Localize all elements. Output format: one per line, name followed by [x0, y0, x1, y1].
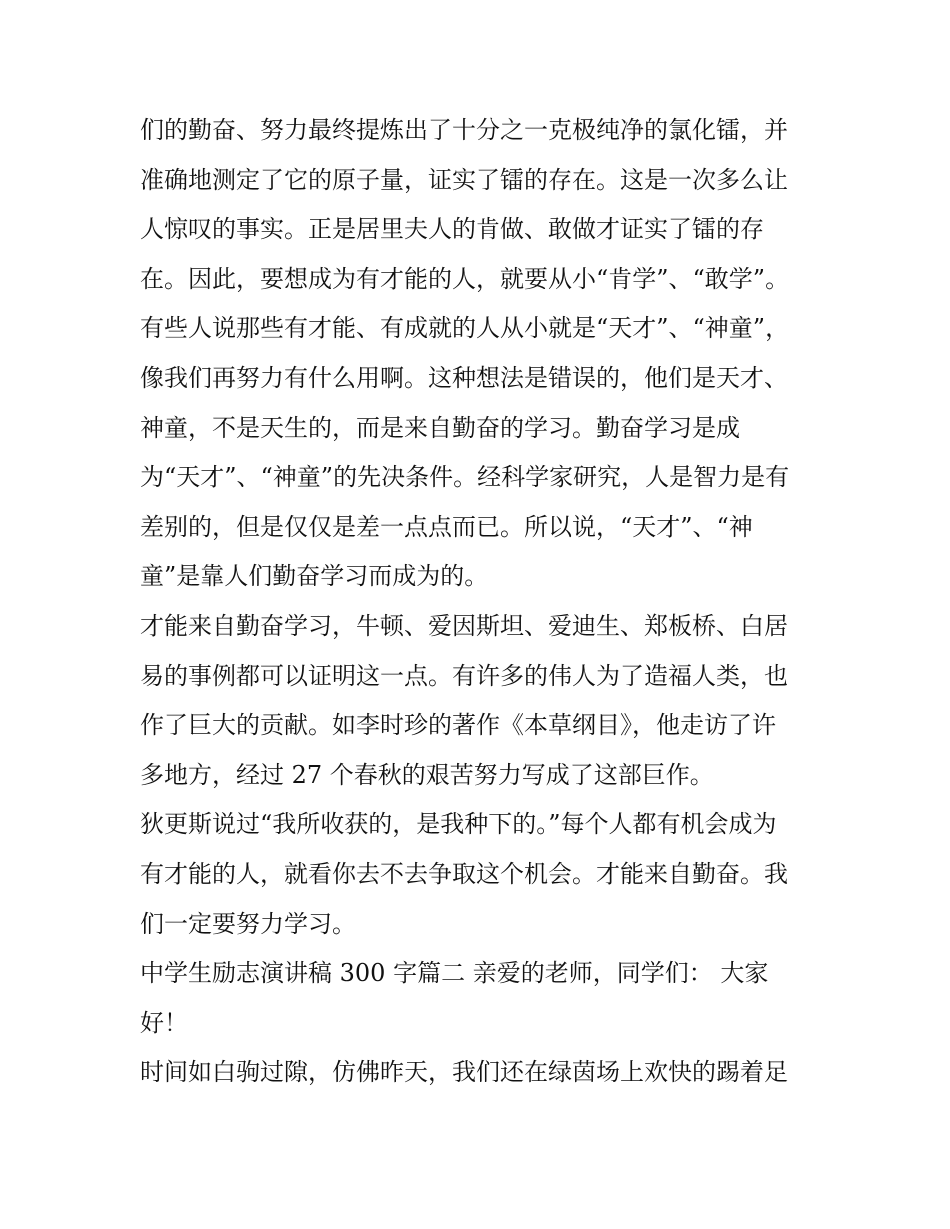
text-line: 易的事例都可以证明这一点。有许多的伟人为了造福人类，也	[140, 661, 788, 690]
text-line: 差别的，但是仅仅是差一点点而已。所以说，“天才”、“神	[140, 512, 753, 541]
text-line: 有些人说那些有才能、有成就的人从小就是“天才”、“神童”，	[140, 314, 790, 343]
document-body	[140, 106, 820, 1098]
text-line: 准确地测定了它的原子量，证实了镭的存在。这是一次多么让	[140, 165, 788, 194]
text-line: 有才能的人，就看你去不去争取这个机会。才能来自勤奋。我	[140, 859, 788, 888]
text-line: 作了巨大的贡献。如李时珍的著作《本草纲目》，他走访了许	[140, 711, 776, 740]
text-line: 们一定要努力学习。	[140, 909, 356, 938]
text-line: 像我们再努力有什么用啊。这种想法是错误的，他们是天才、	[140, 363, 788, 392]
text-line: 中学生励志演讲稿 300 字篇二 亲爱的老师，同学们： 大家	[140, 959, 769, 988]
text-line: 多地方，经过 27 个春秋的艰苦努力写成了这部巨作。	[140, 760, 714, 789]
text-line: 狄更斯说过“我所收获的，是我种下的。”每个人都有机会成为	[140, 810, 777, 839]
text-line: 才能来自勤奋学习，牛顿、爱因斯坦、爱迪生、郑板桥、白居	[140, 611, 788, 640]
text-line: 神童，不是天生的，而是来自勤奋的学习。勤奋学习是成	[140, 413, 740, 442]
text-line: 人惊叹的事实。正是居里夫人的肯做、敢做才证实了镭的存	[140, 215, 764, 244]
text-line: 为“天才”、“神童”的先决条件。经科学家研究，人是智力是有	[140, 463, 790, 492]
text-line: 们的勤奋、努力最终提炼出了十分之一克极纯净的氯化镭，并	[140, 116, 788, 144]
text-line: 童”是靠人们勤奋学习而成为的。	[140, 562, 489, 591]
text-line: 好！	[140, 1008, 188, 1037]
text-line: 时间如白驹过隙，仿佛昨天，我们还在绿茵场上欢快的踢着足	[140, 1058, 788, 1087]
text-line: 在。因此，要想成为有才能的人，就要从小“肯学”、“敢学”。	[140, 264, 790, 293]
